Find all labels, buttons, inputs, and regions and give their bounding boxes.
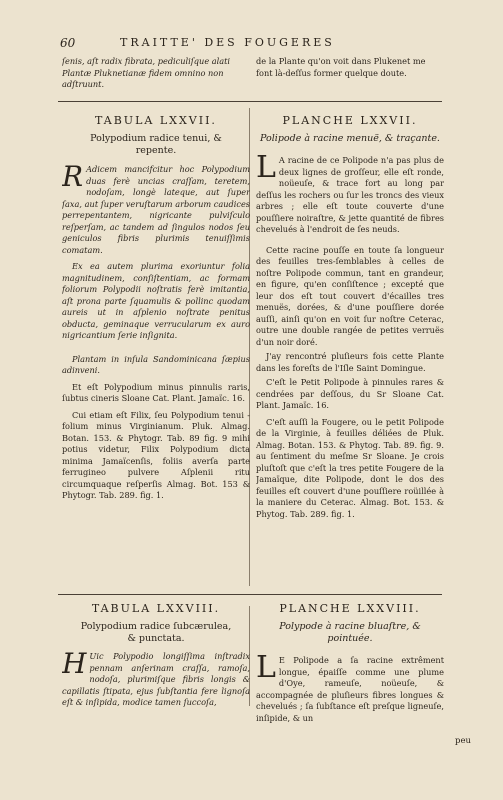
french-column-77	[256, 114, 444, 520]
latin-title: & punctata.	[127, 633, 185, 644]
latin-paragraph: Ex ea autem plurima exoriuntur folia magnitudinem, conſiſtentiam, ac formam foliorum Polypodii noſtratis ferè imitantia, aſt prona parte ſquamulis & pollinc quodam aureis ut in aſplenio noſtrate penitus obducta, geminaque verrucularum ex auro nigricantium ſerie inſignita.	[62, 261, 250, 340]
text-line: font là-deſſus former quelque doute.	[256, 67, 407, 78]
latin-paragraph: Cui etiam eſt Filix, ſeu Polypodium tenui - folium minus Virginianum. Pluk. Almag. Botan. 153. & Phytogr. Tab. 89 fig. 9 mihi potius videtur, Filix Polypodium dicta minima Jamaïcenſis, foliis averſa parte ferrugineo pulvere Aſplenii ritu circumquaque reſperſis Almag. Bot. 153 & Phytogr. Tab. 289. fig. 1.	[62, 409, 250, 500]
latin-heading: TABULA LXXVIII.	[91, 602, 221, 615]
french-title: Polypode à racine bluaſtre, & pointuée.	[279, 621, 421, 644]
french-title: Polipode à racine menuë, & traçante.	[260, 133, 440, 144]
top-latin-fragment	[62, 56, 250, 91]
running-header	[60, 36, 460, 50]
section-divider	[58, 101, 442, 102]
drop-cap: L	[256, 150, 276, 185]
section-divider	[58, 594, 442, 595]
text-line: adſtruunt.	[62, 79, 105, 89]
french-heading: PLANCHE LXXVII.	[282, 114, 418, 127]
french-paragraph: C'eſt auſſi la Fougere, ou le petit Polipode de la Virginie, à feuilles déliées de Pluk. Almag. Botan. 153. & Phytog. Tab. 89. fig. 9. au ſentiment du meſme Sr Sloane. Je crois pluſtoſt que c'eſt la tres petite Fougere de la Jamaïque, dite Polipode, dont le dos des feuilles eſt couvert d'une pouſſiere roüillée à la maniere du Ceterac. Almag. Bot. 153. & Phytog. Tab. 289. fig. 1.	[256, 416, 444, 519]
latin-column-77	[62, 114, 250, 502]
french-column-78	[256, 602, 444, 724]
latin-paragraph: H Uic Polypodio longiſſima inſtradix pennam anſerinam craſſa, ramoſa, nodoſa, plurimiſque fibris longis & capillatis ſtipata, ejus ſubſtantia fere lignoſa eſt & inſipida, modice tamen ſuccoſa,	[62, 647, 250, 707]
latin-title: Polypodium radice tenui, &	[90, 133, 222, 144]
latin-paragraph: Et eſt Polypodium minus pinnulis raris, ſubtus cineris Sloane Cat. Plant. Jamaïc. 16.	[62, 381, 250, 403]
catchword: peu	[455, 736, 471, 746]
latin-title: repente.	[135, 145, 177, 156]
french-paragraph: J'ay rencontré pluſieurs fois cette Plante dans les foreſts de l'Iſle Saint Domingue.	[256, 351, 444, 373]
latin-column-78	[62, 602, 250, 709]
latin-paragraph: R Adicem mancifcitur hoc Polypodium duas ferè uncias craſſam, teretem, nodoſam, longè lateque, aut ſuper ſaxa, aut ſuper veruſtarum arborum caudices perrepentantem, nigricante pulviſculo reſperſam, ac tandem ad ſingulos nodos ſeu geniculos fibris plurimis tenuiſſimis comatam.	[62, 160, 250, 255]
french-paragraph: C'eſt le Petit Polipode à pinnules rares & cendrées par deſſous, du Sr Sloane Cat. Plant. Jamaïc. 16.	[256, 377, 444, 410]
french-paragraph: L E Polipode a ſa racine extrêment longue, épaiſſe comme une plume d'Oye, rameuſe, noüeuſe, & accompagnée de pluſieurs fibres longues & chevelués ; ſa ſubſtance eſt preſque ligneuſe, inſipide, & un	[256, 650, 444, 723]
drop-cap: L	[256, 650, 276, 685]
running-title: TRAITTE' DES FOUGERES	[120, 36, 335, 49]
latin-title: Polypodium radice ſubcærulea,	[80, 621, 232, 632]
page-number: 60	[60, 36, 76, 50]
text-line: ſenis, aſt radix fibrata, pediculiſque alati	[62, 56, 231, 66]
text-line: de la Plante qu'on voit dans Plukenet me	[256, 56, 426, 66]
text-line: Plantæ Pluknetianæ fidem omnino non	[62, 67, 224, 78]
latin-paragraph: Plantam in inſula Sandominicana ſæpius adinveni.	[62, 353, 250, 375]
french-heading: PLANCHE LXXVIII.	[279, 602, 421, 615]
french-paragraph: L A racine de ce Polipode n'a pas plus de deux lignes de groſſeur, elle eſt ronde, noüeuſe, & trace fort au long par deſſus les rochers ou ſur les troncs des vieux arbres ; elle eſt toute couverte d'une pouſſiere noiraſtre, & jette quantité de fibres chevelués à l'endroit de ſes neuds.	[256, 150, 444, 234]
drop-cap: R	[62, 160, 84, 193]
latin-heading: TABULA LXXVII.	[95, 114, 217, 127]
drop-cap: H	[62, 647, 87, 680]
french-paragraph: Cette racine pouſſe en toute ſa longueur des feuilles tres-ſemblables à celles de noſtre Polipode commun, tant en grandeur, en figure, qu'en conſiſtence ; excepté que leur dos eſt tout couvert d'écailles tres menuës, dorées, & d'une pouſſiere dorée auſſi, ainſi qu'on en voit ſur noſtre Ceterac, outre une double rangée de petites verruës d'un noir doré.	[256, 244, 444, 347]
top-french-fragment	[256, 56, 444, 79]
